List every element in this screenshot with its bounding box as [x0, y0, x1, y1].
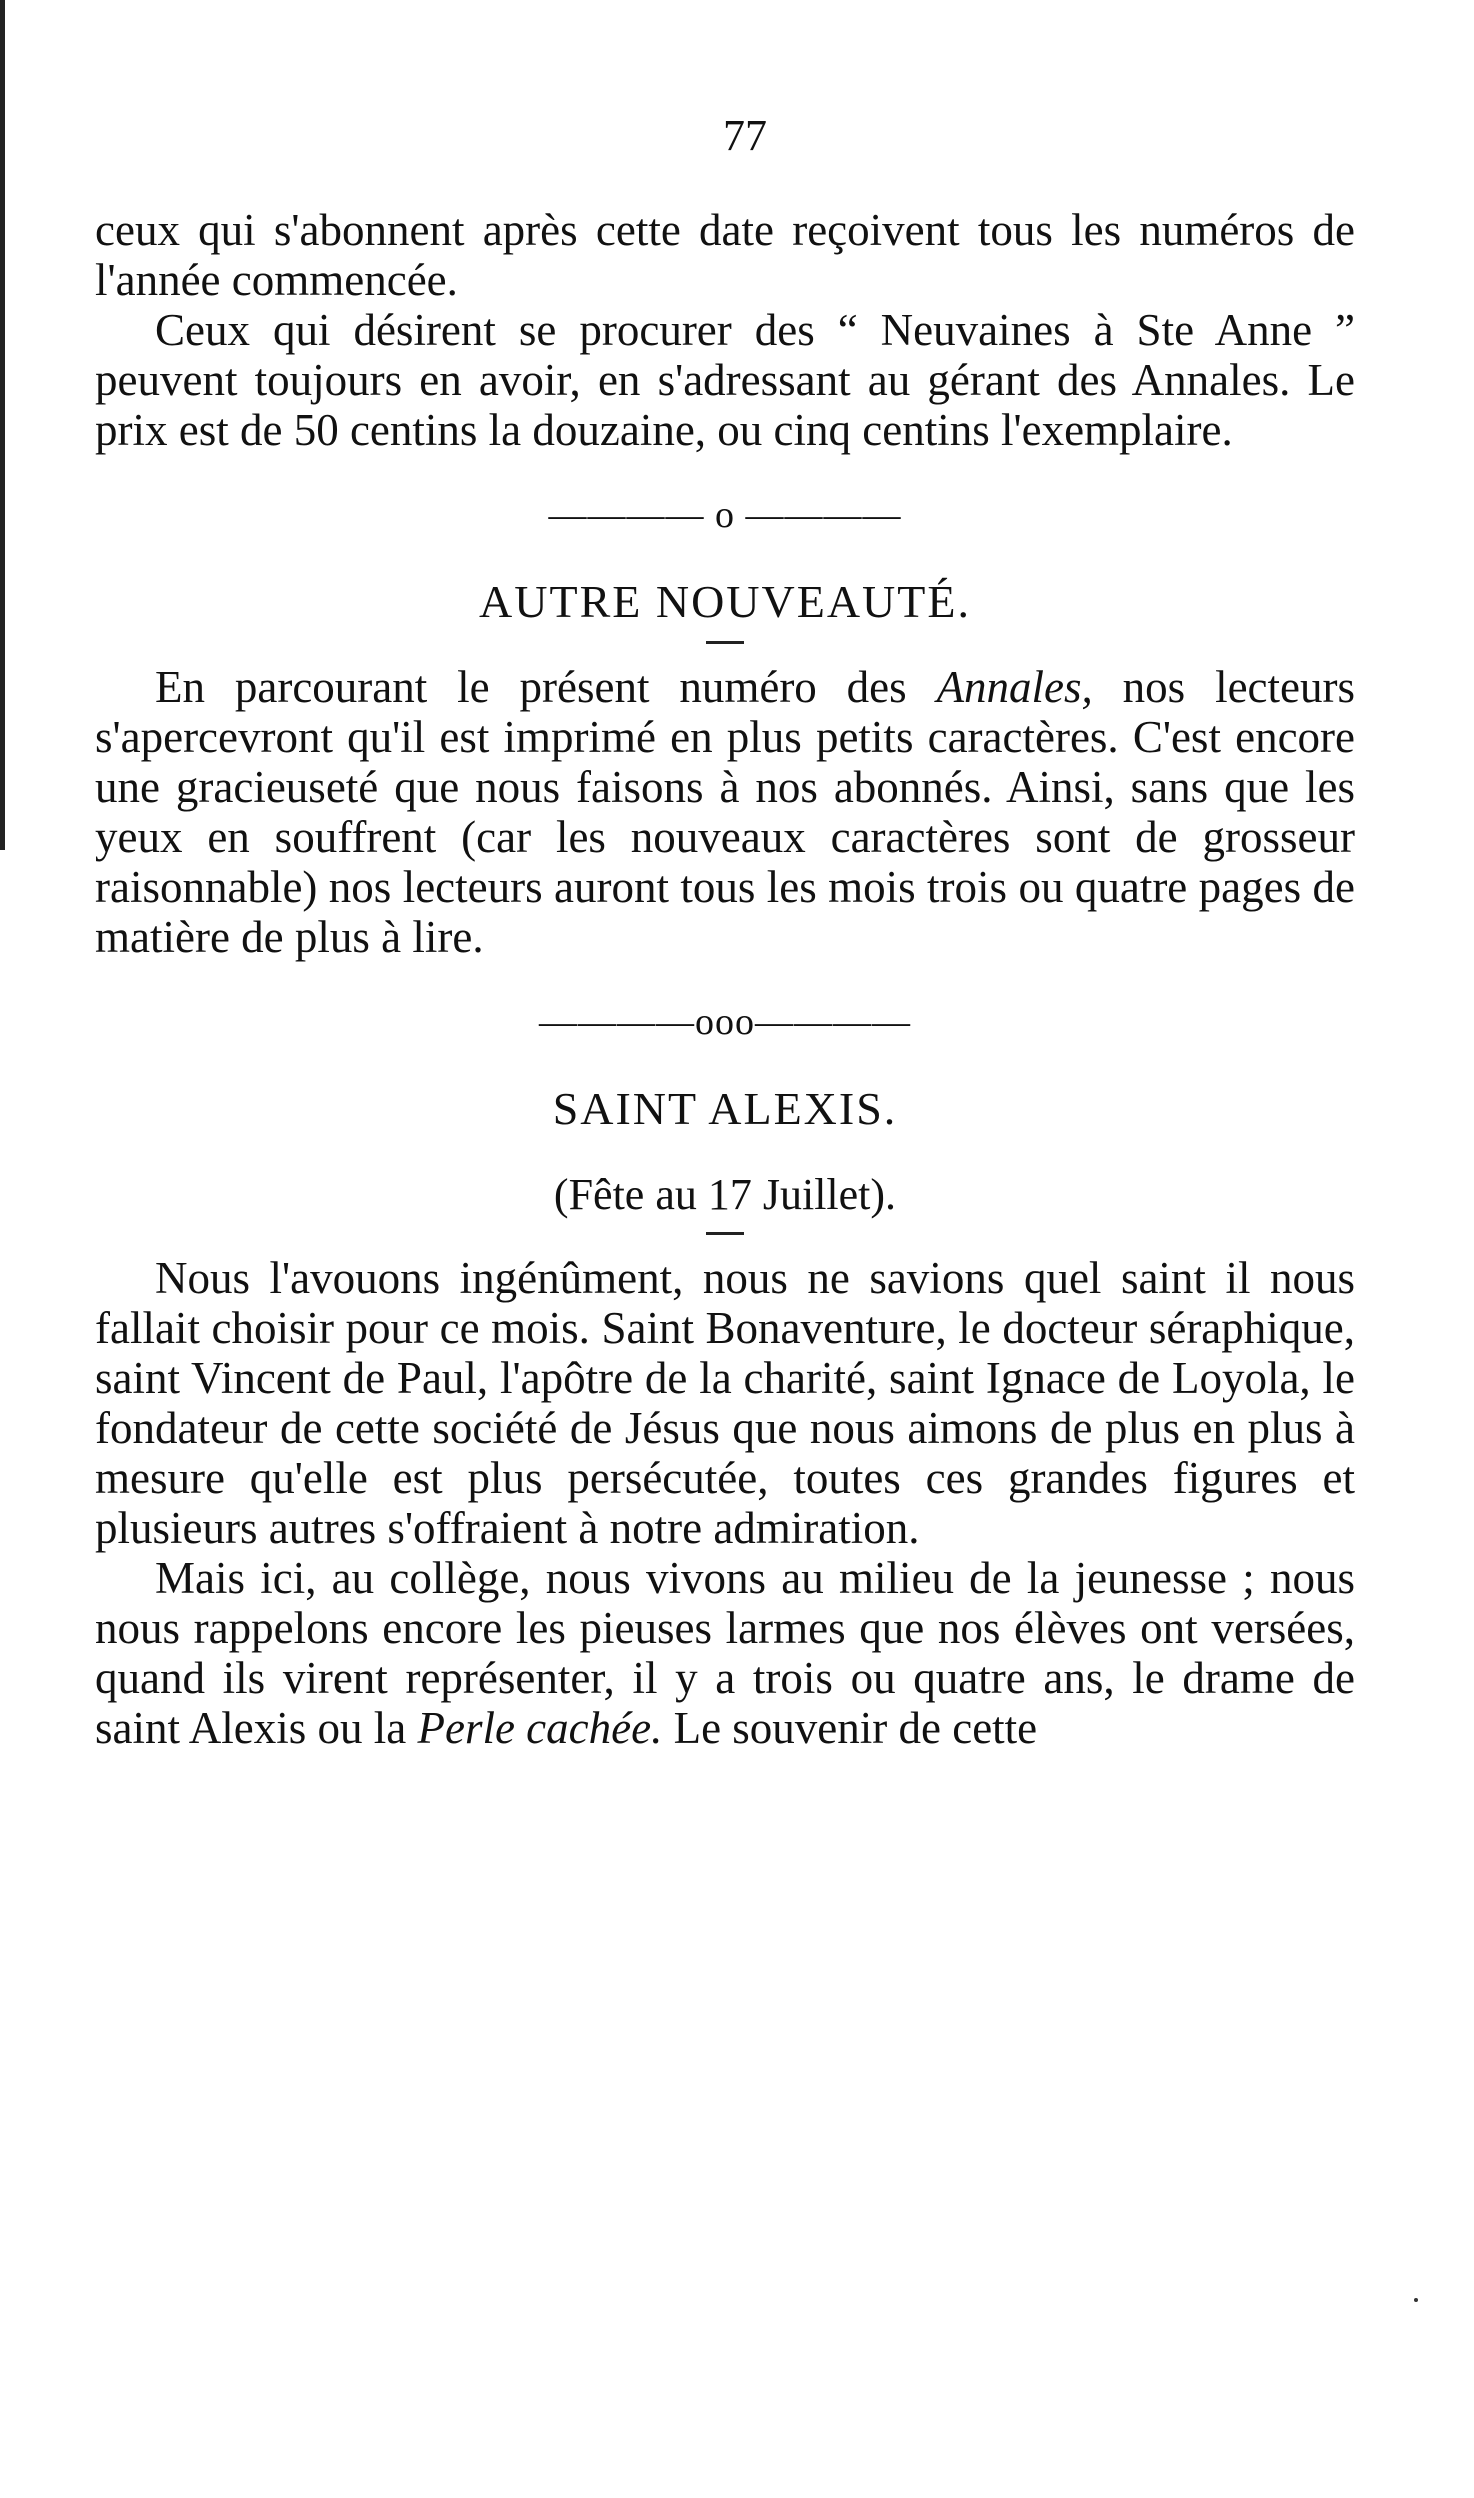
- alexis-text-2: Le souvenir de cette: [662, 1703, 1038, 1753]
- alexis-paragraph-1: Nous l'avouons ingénûment, nous ne savions quel saint il nous fallait choisir pour ce mois. Saint Bonaventure, le docteur séraphique, saint Vincent de Paul, l'apôtre de la charité, saint Ignace de Loyola, le fondateur de cette société de Jésus que nous aimons de plus en plus à mesure qu'elle est plus persécutée, toutes ces grandes figures et plusieurs autres s'offraient à notre admiration.: [95, 1253, 1355, 1553]
- alexis-paragraph-2: [95, 1553, 1355, 1753]
- annales-italic: Annales,: [936, 662, 1093, 712]
- nouveaute-paragraph: [95, 662, 1355, 962]
- intro-paragraph-1: ceux qui s'abonnent après cette date reçoivent tous les numéros de l'année commencée.: [95, 205, 1355, 305]
- nouveaute-text-1: En parcourant le présent numéro des: [155, 662, 937, 712]
- page-edge-rule: [0, 0, 5, 850]
- intro-paragraph-2: Ceux qui désirent se procurer des “ Neuvaines à Ste Anne ” peuvent toujours en avoir, en s'adressant au gérant des Annales. Le prix est de 50 centins la douzaine, ou cinq centins l'exemplaire.: [95, 305, 1355, 455]
- nouveaute-text-2: nos lecteurs s'apercevront qu'il est imprimé en plus petits caractères. C'est encore une gracieuseté que nous faisons à nos abonnés. Ainsi, sans que les yeux en souffrent (car les nouveaux caractères sont de grosseur raisonnable) nos lecteurs auront tous les mois trois ou quatre pages de matière de plus à lire.: [95, 662, 1356, 962]
- section-title-autre-nouveaute: AUTRE NOUVEAUTÉ.: [479, 576, 971, 627]
- title-dash: [706, 641, 744, 644]
- speck: [1414, 2298, 1418, 2302]
- section-title-saint-alexis: SAINT ALEXIS.: [552, 1083, 898, 1134]
- perle-cachee-italic: Perle cachée.: [417, 1703, 663, 1753]
- title-dash: [706, 1232, 744, 1235]
- section-divider: ————ooo————: [539, 1001, 911, 1043]
- feast-date: (Fête au 17 Juillet).: [553, 1170, 897, 1219]
- alexis-text-1: Mais ici, au collège, nous vivons au milieu de la jeunesse ; nous nous rappelons encore les pieuses larmes que nos élèves ont versées, quand ils virent représenter, il y a trois ou quatre ans, le drame de saint Alexis ou la: [95, 1553, 1355, 1753]
- section-divider: ———— o ————: [548, 494, 902, 536]
- page-number: 77: [723, 111, 767, 160]
- book-page: [95, 110, 1355, 1753]
